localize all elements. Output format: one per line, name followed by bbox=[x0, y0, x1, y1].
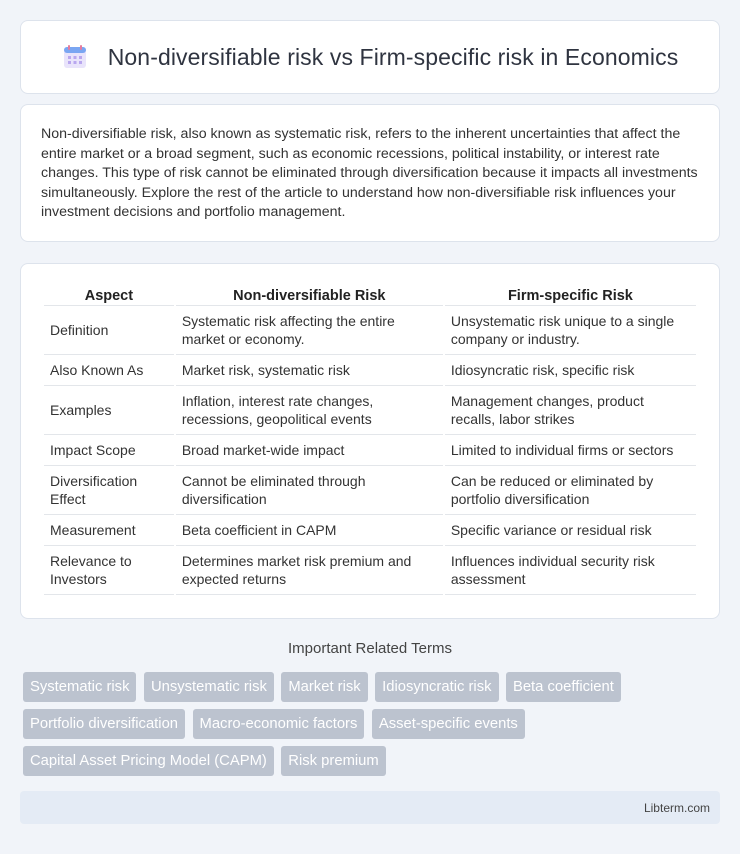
page-header bbox=[20, 20, 720, 94]
related-term-tag[interactable]: Market risk bbox=[281, 672, 367, 702]
cell-firm-specific: Influences individual security risk assessment bbox=[445, 546, 696, 595]
cell-firm-specific: Specific variance or residual risk bbox=[445, 515, 696, 546]
cell-aspect: Impact Scope bbox=[44, 435, 174, 466]
footer-site-link[interactable]: Libterm.com bbox=[643, 800, 710, 815]
table-row bbox=[44, 515, 696, 546]
cell-firm-specific: Limited to individual firms or sectors bbox=[445, 435, 696, 466]
table-row bbox=[44, 466, 696, 515]
cell-non-diversifiable: Inflation, interest rate changes, recessions, geopolitical events bbox=[176, 386, 443, 435]
header-non-diversifiable: Non-diversifiable Risk bbox=[176, 284, 443, 306]
related-term-tag[interactable]: Capital Asset Pricing Model (CAPM) bbox=[23, 746, 274, 776]
cell-firm-specific: Idiosyncratic risk, specific risk bbox=[445, 355, 696, 386]
cell-non-diversifiable: Market risk, systematic risk bbox=[176, 355, 443, 386]
cell-aspect: Examples bbox=[44, 386, 174, 435]
related-term-tag[interactable]: Idiosyncratic risk bbox=[375, 672, 498, 702]
cell-aspect: Also Known As bbox=[44, 355, 174, 386]
related-term-tag[interactable]: Portfolio diversification bbox=[23, 709, 185, 739]
table-row bbox=[44, 355, 696, 386]
cell-firm-specific: Can be reduced or eliminated by portfolio diversification bbox=[445, 466, 696, 515]
header-firm-specific: Firm-specific Risk bbox=[445, 284, 696, 306]
comparison-table-card bbox=[20, 263, 720, 619]
related-term-tag[interactable]: Risk premium bbox=[281, 746, 385, 776]
intro-section bbox=[20, 104, 720, 242]
related-terms-list bbox=[23, 672, 723, 783]
cell-non-diversifiable: Beta coefficient in CAPM bbox=[176, 515, 443, 546]
intro-text: Non-diversifiable risk, also known as systematic risk, refers to the inherent uncertainties that affect the entire market or a broad segment, such as economic recessions, political instability, or interest rate changes. This type of risk cannot be eliminated through diversification because it impacts all investments simultaneously. Explore the rest of the article to understand how non-diversifiable risk influences your investment decisions and portfolio management. bbox=[41, 126, 698, 220]
header-aspect: Aspect bbox=[44, 284, 174, 306]
cell-aspect: Definition bbox=[44, 306, 174, 355]
cell-firm-specific: Management changes, product recalls, labor strikes bbox=[445, 386, 696, 435]
cell-firm-specific: Unsystematic risk unique to a single company or industry. bbox=[445, 306, 696, 355]
table-row bbox=[44, 306, 696, 355]
cell-aspect: Relevance to Investors bbox=[44, 546, 174, 595]
related-term-tag[interactable]: Unsystematic risk bbox=[144, 672, 274, 702]
table-row bbox=[44, 435, 696, 466]
cell-non-diversifiable: Determines market risk premium and expected returns bbox=[176, 546, 443, 595]
page-footer bbox=[20, 791, 720, 824]
table-header-row bbox=[44, 284, 696, 306]
related-term-tag[interactable]: Beta coefficient bbox=[506, 672, 621, 702]
cell-aspect: Measurement bbox=[44, 515, 174, 546]
related-terms-title: Important Related Terms bbox=[288, 640, 452, 657]
cell-aspect: Diversification Effect bbox=[44, 466, 174, 515]
table-row bbox=[44, 386, 696, 435]
cell-non-diversifiable: Broad market-wide impact bbox=[176, 435, 443, 466]
table-row bbox=[44, 546, 696, 595]
comparison-table bbox=[42, 284, 698, 595]
cell-non-diversifiable: Systematic risk affecting the entire market or economy. bbox=[176, 306, 443, 355]
related-term-tag[interactable]: Asset-specific events bbox=[372, 709, 525, 739]
cell-non-diversifiable: Cannot be eliminated through diversification bbox=[176, 466, 443, 515]
page-title: Non-diversifiable risk vs Firm-specific risk in Economics bbox=[107, 43, 679, 70]
related-term-tag[interactable]: Macro-economic factors bbox=[193, 709, 365, 739]
related-term-tag[interactable]: Systematic risk bbox=[23, 672, 136, 702]
calendar-icon bbox=[62, 44, 88, 70]
